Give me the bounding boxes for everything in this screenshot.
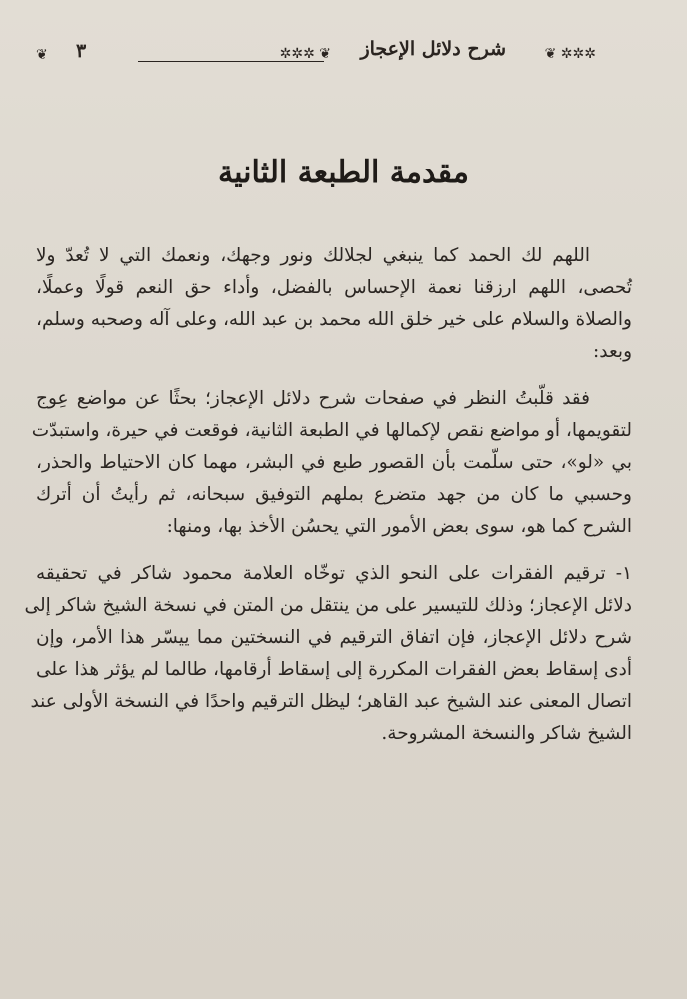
text-line: تُحصى، اللهم ارزقنا نعمة الإحساس بالفضل، وأداء حق النعم قولًا وعملًا،: [36, 277, 632, 298]
text-line: فقد قلّبتُ النظر في صفحات شرح دلائل الإعجاز؛ بحثًا عن مواضع عِوج: [36, 388, 590, 409]
text-line: اتصال المعنى عند الشيخ عبد القاهر؛ ليظل الترقيم واحدًا في النسخة الأولى عند: [30, 691, 632, 712]
paragraph-invocation: [36, 240, 632, 368]
text-line: وحسبي ما كان من جهد متضرع بملهم التوفيق سبحانه، ثم رأيتُ أن أترك: [36, 484, 632, 505]
running-title: شرح دلائل الإعجاز: [360, 38, 506, 60]
text-line: شرح دلائل الإعجاز، فإن اتفاق الترقيم في النسختين مما ييسّر هذا الأمر، وإن: [36, 627, 632, 648]
text-line: دلائل الإعجاز؛ وذلك للتيسير على من ينتقل من المتن في نسخة الشيخ شاكر إلى: [24, 595, 632, 616]
body-text: [24, 240, 632, 765]
text-line: اللهم لك الحمد كما ينبغي لجلالك ونور وجهك، ونعمك التي لا تُعدّ ولا: [36, 245, 590, 266]
running-header: [36, 38, 596, 78]
text-line: ١- ترقيم الفقرات على النحو الذي توخّاه العلامة محمود شاكر في تحقيقه: [36, 563, 632, 584]
text-line: أدى إسقاط بعض الفقرات المكررة إلى إسقاط أرقامها، طالما لم يؤثر هذا على: [36, 659, 632, 680]
text-line: وبعد:: [593, 341, 632, 362]
chapter-title: مقدمة الطبعة الثانية: [218, 155, 469, 190]
paragraph-item-1: [24, 558, 632, 750]
text-line: الشيخ شاكر والنسخة المشروحة.: [381, 723, 632, 744]
text-line: الشرح كما هو، سوى بعض الأمور التي يحسُن الأخذ بها، ومنها:: [166, 516, 632, 537]
text-line: والصلاة والسلام على خير خلق الله محمد بن عبد الله، وعلى آله وصحبه وسلم،: [36, 309, 632, 330]
heart-ornament-icon: ❦: [36, 47, 48, 63]
text-line: بي «لو»، حتى سلّمت بأن القصور طبع في البشر، مهما كان الاحتياط والحذر،: [36, 452, 632, 473]
text-line: لتقويمها، أو مواضع نقص لإكمالها في الطبعة الثانية، فوقعت في حيرة، واستبدّت: [31, 420, 632, 441]
floral-ornament-icon: ❦ ✲✲✲: [544, 46, 596, 62]
paragraph-intro: [31, 383, 632, 543]
header-rule: [138, 61, 324, 62]
floral-ornament-icon: ✲✲✲ ❦: [279, 46, 331, 62]
page-number: ٣: [76, 40, 87, 62]
